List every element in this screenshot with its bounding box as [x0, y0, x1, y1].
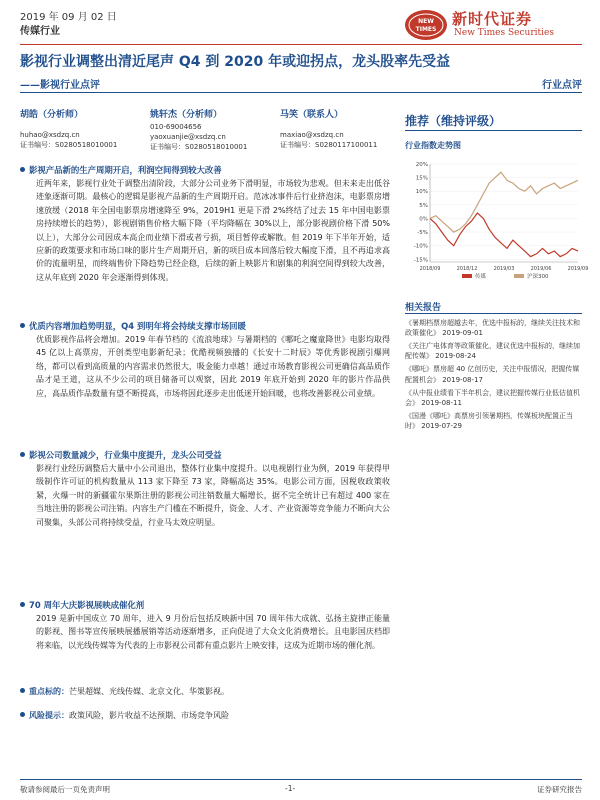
- analyst-1: [20, 108, 117, 150]
- analyst-name: 马笑（联系人）: [280, 110, 344, 120]
- analyst-name: 姚轩杰（分析师）: [150, 110, 223, 120]
- y-tick-label: 5%: [419, 202, 428, 209]
- chart-title: 行业指数走势图: [405, 141, 461, 150]
- logo-english-name: New Times Securities: [454, 28, 554, 38]
- y-tick-label: 10%: [415, 189, 428, 196]
- related-report-title: 《关注广电体育等政策催化，建议优选中报标的，继续加配传媒》: [405, 342, 580, 361]
- analyst-email[interactable]: yaoxuanjie@xsdzq.cn: [150, 133, 226, 141]
- related-report-date: 2019-07-29: [419, 422, 462, 431]
- related-report-item[interactable]: [405, 318, 582, 338]
- bullet-icon: [20, 688, 25, 693]
- related-report-date: 2019-08-24: [433, 352, 476, 361]
- focus-text: 芒果超媒、光线传媒、北京文化、华策影视。: [69, 687, 229, 696]
- y-tick-label: -10%: [413, 243, 428, 250]
- header-divider: [20, 44, 582, 45]
- x-tick-label: 2019/09: [567, 266, 589, 272]
- x-tick-label: 2018/12: [456, 266, 478, 272]
- footer-divider: [20, 779, 582, 780]
- report-subtitle: ——影视行业点评: [20, 80, 100, 91]
- risk-label: 风险提示：: [29, 711, 69, 720]
- y-tick-label: 20%: [415, 162, 428, 168]
- section-heading: 70 周年大庆影视展映成催化剂: [20, 599, 390, 612]
- logo-chinese-name: 新时代证券: [452, 10, 533, 28]
- report-title: 影视行业调整出清近尾声 Q4 到 2020 年或迎拐点，龙头股率先受益: [20, 54, 451, 70]
- related-report-title: 《哪吒》票房超 40 亿创历史，关注中报情况，把握传媒配置机会》: [405, 365, 580, 384]
- x-tick-label: 2018/09: [419, 266, 441, 272]
- bullet-icon: [20, 602, 25, 607]
- related-report-title: 《暑期档票房超越去年，优选中报标的，继续关注技术和政策催化》: [405, 319, 580, 338]
- title-divider: [20, 92, 582, 93]
- bullet-icon: [20, 452, 25, 457]
- related-report-title: 《从中报业绩看下半年机会，建议把握传媒行业低估值机会》: [405, 388, 580, 407]
- legend-swatch: [514, 274, 524, 278]
- svg-text:NEW: NEW: [418, 18, 434, 25]
- related-report-date: 2019-09-01: [440, 329, 483, 338]
- analyst-email[interactable]: maxiao@xsdzq.cn: [280, 131, 344, 139]
- bullet-icon: [20, 323, 25, 328]
- section-body: 2019 是新中国成立 70 周年，进入 9 月份后包括反映新中国 70 周年伟大成就、弘扬主旋律正能量的影视、图书等宣传展映展播展销等活动逐渐增多，正向促进了大众文化消费增长。且电影国庆档即将来临，以光线传媒等为代表的上市影视公司都有重点影片上映安排，这成为近期市场的催化剂。: [36, 614, 390, 650]
- risk-text: 政策风险，影片收益不达预期、市场竞争风险: [69, 711, 229, 720]
- rating: 推荐（维持评级）: [405, 114, 502, 128]
- y-tick-label: 0%: [419, 216, 428, 223]
- related-report-date: 2019-08-17: [440, 375, 483, 384]
- bullet-icon: [20, 167, 25, 172]
- series-line-2: [430, 172, 578, 232]
- analyst-3: [280, 108, 377, 150]
- section-body: 优质影视作品将会增加。2019 年春节档的《流浪地球》与暑期档的《哪吒之魔童降世》电影均取得 45 亿以上高票房，开创类型电影新纪录；优酷视频独播的《长安十二时辰》等优秀影视剧引爆网络，都可以看到高质量的内容需求仍然很大，吸金能力卓越！通过市场教育影视公司更确信高品质作品才是王道，这从不少公司的项目储备可以观察，因此 2019 年底开始到 2020 年的影片作品供应，高品质作品数量有望不断提高，市场将因此逐步走出低迷开始回暖，也将改善影视公司业绩。: [36, 335, 390, 398]
- analyst-cert: 证书编号：S0280518010001: [150, 143, 248, 151]
- x-tick-label: 2019/06: [530, 266, 552, 272]
- section-3: [20, 449, 390, 529]
- legend-label: 传媒: [475, 274, 487, 280]
- section-1: [20, 164, 390, 284]
- section-heading: 影视产品新的生产周期开启，利润空间得到较大改善: [20, 164, 390, 177]
- related-reports-list: [405, 318, 582, 434]
- analyst-cert: 证书编号：S0280518010001: [20, 141, 118, 149]
- section-body: 影视行业经历调整后大量中小公司退出，整体行业集中度提升。以电视剧行业为例，2019 年获得甲级制作许可证的机构数量从 113 家下降至 73 家，降幅高达 35%。电影公司方面，因税收政策收紧，火爆一时的新疆霍尔果斯注册的影视公司注销数量大幅增长，据不完全统计已有超过 400 家在当地注册的影视公司注销。内容生产门槛在不断提升，资金、人才、产业资源等竞争能力不断向大公司聚集，头部公司将持续受益，行业马太效应明显。: [36, 464, 390, 527]
- section-2: [20, 320, 390, 400]
- related-report-item[interactable]: [405, 388, 582, 408]
- analyst-cert: 证书编号：S0280117100011: [280, 141, 378, 149]
- report-label: 证券研究报告: [537, 785, 582, 794]
- report-type: 行业点评: [542, 80, 582, 91]
- analyst-phone: 010-69004656: [150, 123, 202, 131]
- analyst-2: [150, 108, 247, 152]
- legend-label: 沪深300: [527, 274, 549, 280]
- y-tick-label: -5%: [417, 230, 428, 237]
- svg-text:TIMES: TIMES: [415, 26, 437, 33]
- related-report-item[interactable]: [405, 341, 582, 361]
- logo-mark-icon: [404, 8, 448, 42]
- related-report-title: 《国漫《哪吒》高票房引领暑期档，传媒板块配置正当时》: [405, 411, 573, 431]
- disclaimer-note: 敬请参阅最后一页免责声明: [20, 785, 110, 794]
- related-reports-title: 相关报告: [405, 303, 442, 313]
- report-category: 传媒行业: [20, 26, 60, 37]
- index-trend-chart: [402, 158, 589, 286]
- y-tick-label: -15%: [413, 257, 428, 264]
- section-heading: 优质内容增加趋势明显，Q4 到明年将会持续支撑市场回暖: [20, 320, 390, 333]
- focus-label: 重点标的：: [29, 687, 69, 696]
- analyst-name: 胡皓（分析师）: [20, 110, 84, 120]
- y-tick-label: 15%: [415, 175, 428, 182]
- series-line-1: [430, 213, 578, 257]
- section-4: [20, 599, 390, 652]
- related-report-item[interactable]: [405, 364, 582, 384]
- related-report-date: 2019-08-11: [419, 398, 462, 407]
- risk-warning: [20, 709, 390, 722]
- rating-divider: [405, 130, 582, 131]
- section-heading: 影视公司数量减少，行业集中度提升，龙头公司受益: [20, 449, 390, 462]
- report-date: 2019 年 09 月 02 日: [20, 12, 117, 23]
- bullet-icon: [20, 712, 25, 717]
- focus-stocks: [20, 685, 390, 698]
- company-logo: [398, 6, 588, 44]
- x-tick-label: 2019/03: [493, 266, 515, 272]
- analyst-email[interactable]: huhao@xsdzq.cn: [20, 131, 80, 139]
- related-report-item[interactable]: [405, 411, 582, 431]
- legend-swatch: [462, 274, 472, 278]
- section-body: 近两年来，影视行业处于调整出清阶段，大部分公司业务下滑明显，市场较为悲观。但未来走出低谷迹象逐渐可期。最核心的逻辑是影视产品新的生产周期开启。范冰冰事件后行业挤泡沫，电影票房增速放缓（2018 年全国电影票房增速降至 9%，2019H1 更是下滑 2%终结了过去 15 年中国电影票房持续增长的趋势），影视剧销售价格大幅下降（平均降幅在 30%以上，部分影视剧价格下滑 50%以上），大部分公司因成本高企而业绩下滑或者亏损，项目暂停或解散。但 2019 年下半年开始，适应新的政策要求和市场口味的影片生产周期开启，新的项目成本回落后较大幅度下滑，且不再追求高价的流量明星，而终端售价下降趋势已经企稳，后续的新上映影片和剧集的利润空间得到较大改善，这从年底到 2020 年会逐渐得到体现。: [36, 179, 390, 282]
- related-divider: [405, 313, 582, 314]
- page-number: -1-: [285, 784, 296, 793]
